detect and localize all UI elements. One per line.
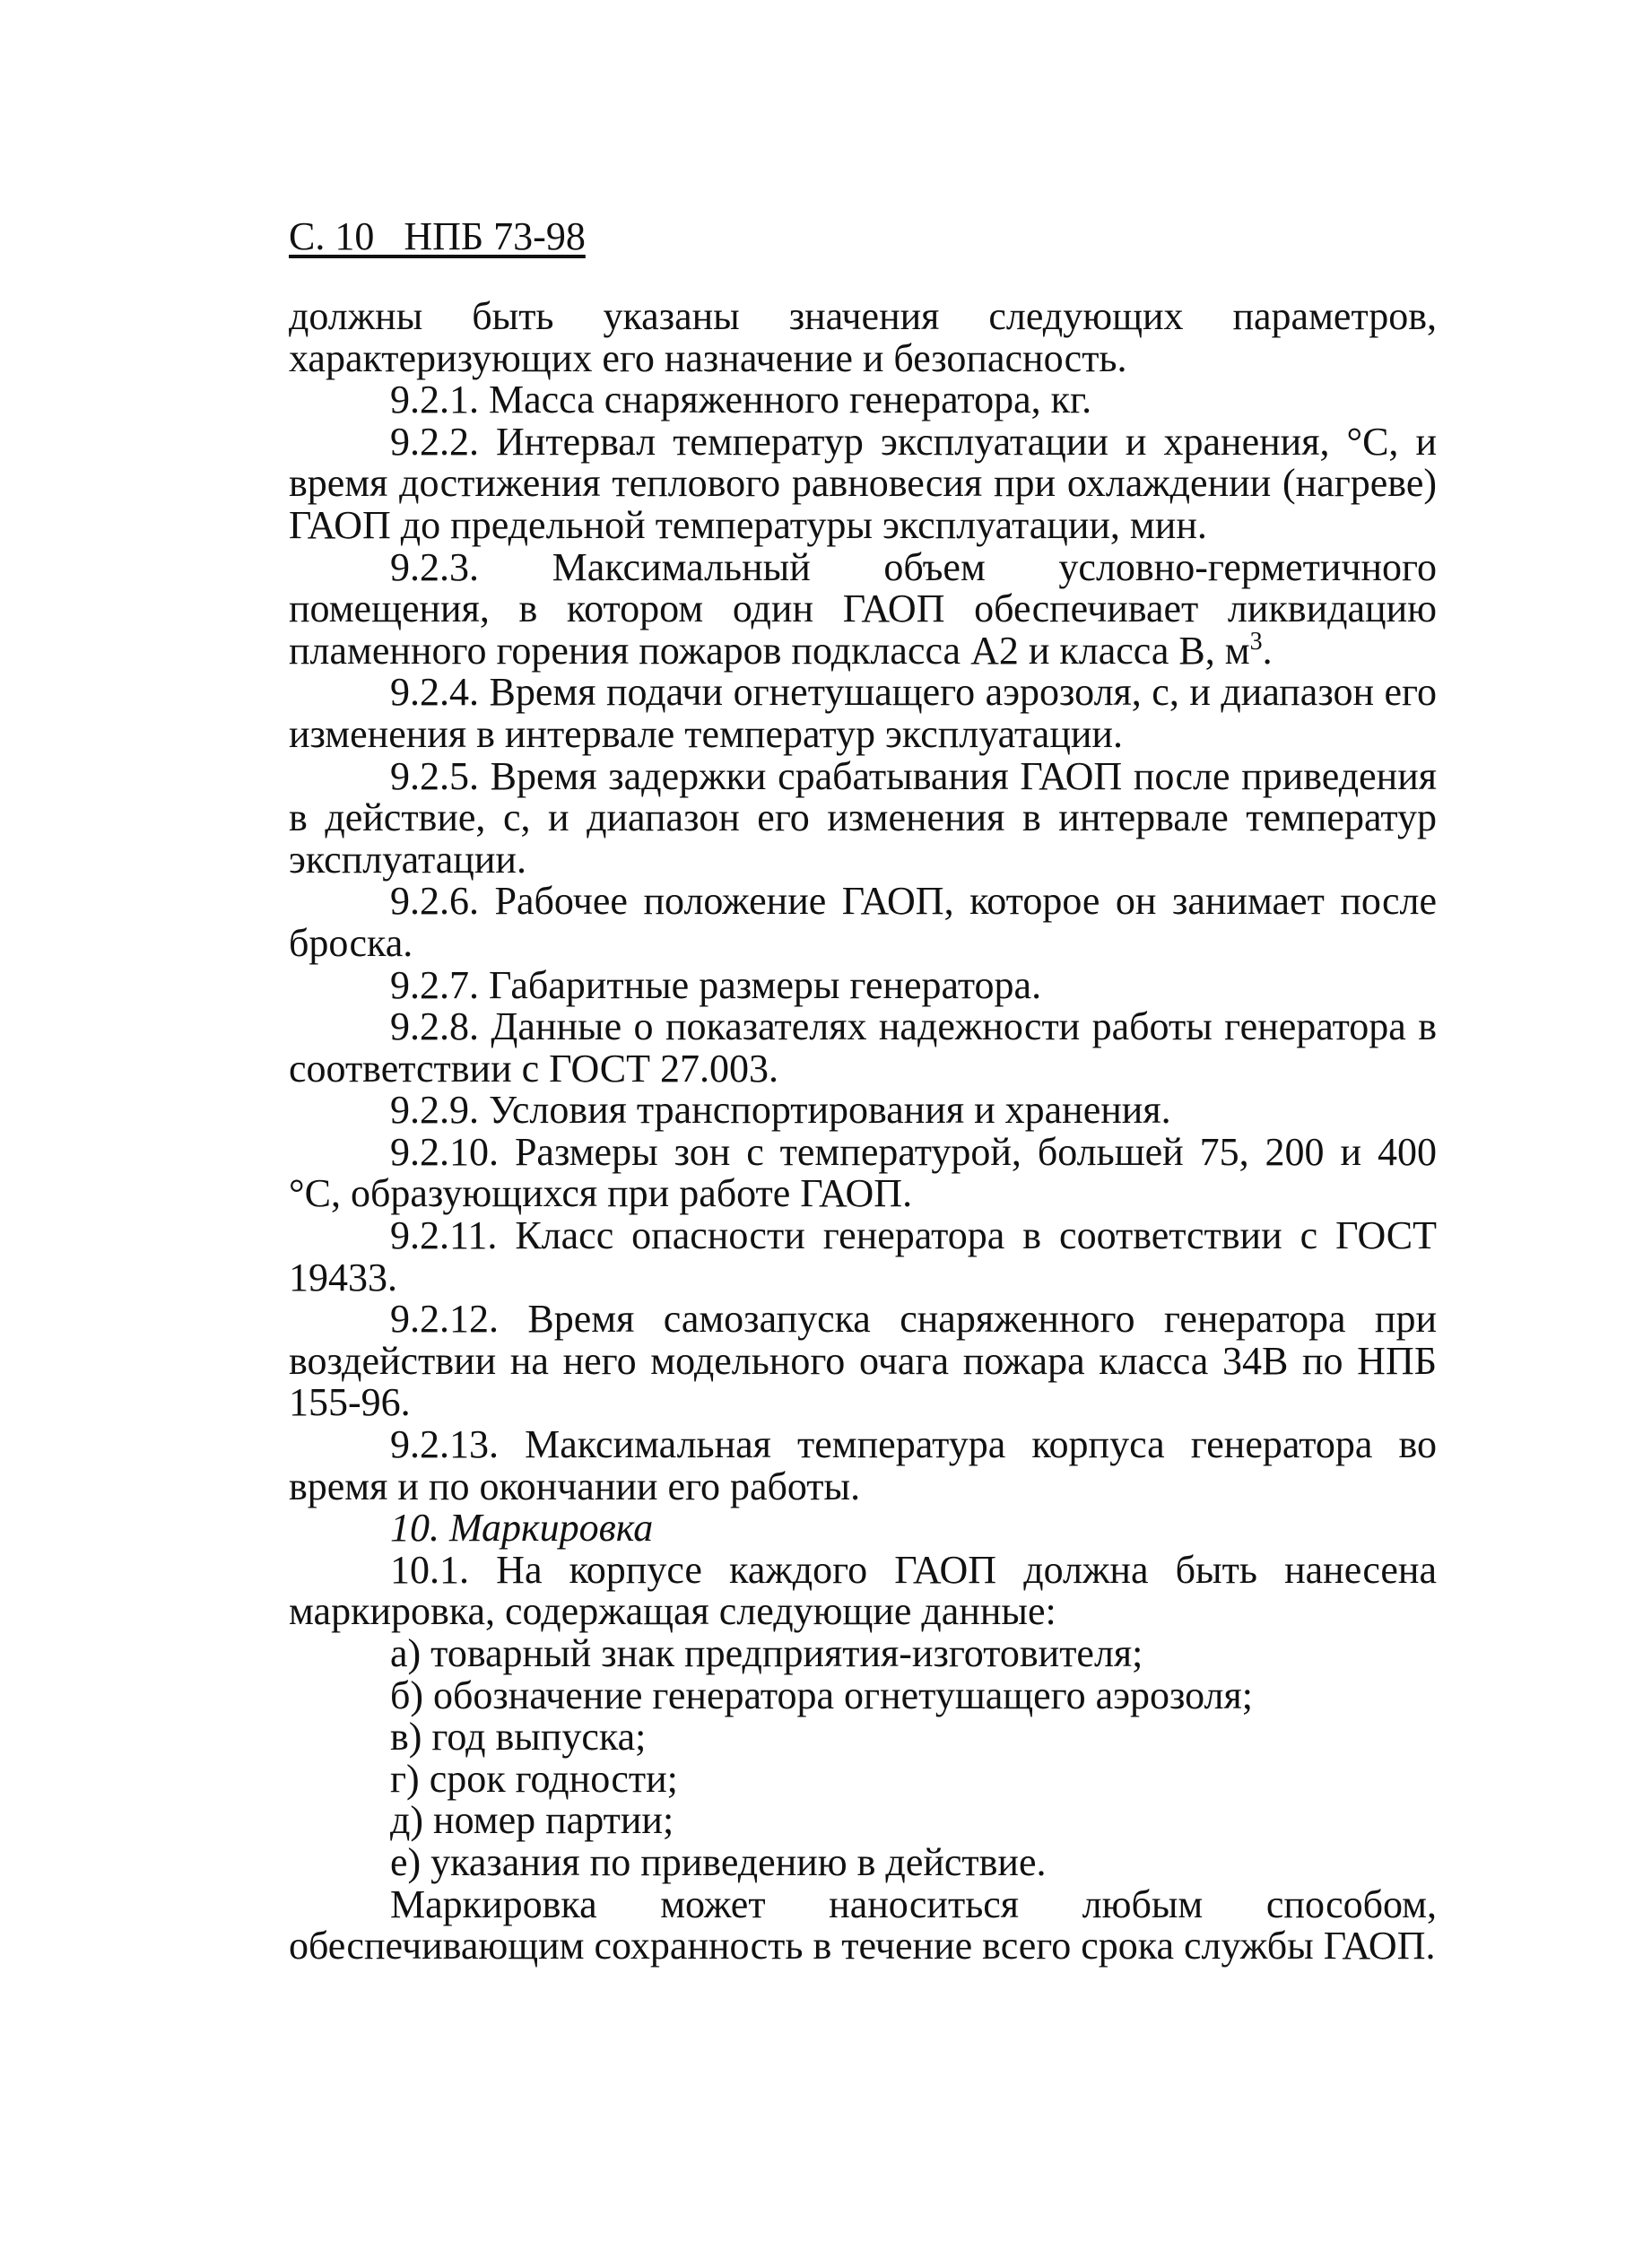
list-item: д) номер партии; xyxy=(390,1798,674,1843)
paragraph-9-2-12: 9.2.12. Время самозапуска снаряженного генератора при воздействии на него модельного очага пожара класса 34В по НПБ 155-96. xyxy=(289,1297,1437,1425)
paragraph: должны быть указаны значения следующих параметров, характеризующих его назначение и безопасность. xyxy=(289,294,1437,380)
body-text xyxy=(289,296,1437,1968)
paragraph-9-2-3 xyxy=(289,544,1437,673)
list-item: б) обозначение генератора огнетушащего аэрозоля; xyxy=(390,1673,1253,1717)
paragraph-9-2-8: 9.2.8. Данные о показателях надежности работы генератора в соответствии с ГОСТ 27.003. xyxy=(289,1004,1437,1091)
list-item: а) товарный знак предприятия-изготовителя; xyxy=(390,1631,1143,1675)
list-item: г) срок годности; xyxy=(390,1756,678,1801)
section-heading: 10. Маркировка xyxy=(390,1506,654,1551)
paragraph-10-1: 10.1. На корпусе каждого ГАОП должна быть нанесена маркировка, содержащая следующие данные: xyxy=(289,1547,1437,1634)
list-item: в) год выпуска; xyxy=(390,1715,647,1760)
paragraph-9-2-13: 9.2.13. Максимальная температура корпуса генератора во время и по окончании его работы. xyxy=(289,1422,1437,1508)
paragraph-9-2-7: 9.2.7. Габаритные размеры генератора. xyxy=(390,962,1042,1007)
list-item: е) указания по приведению в действие. xyxy=(390,1839,1047,1884)
paragraph-9-2-4: 9.2.4. Время подачи огнетушащего аэрозоля, с, и диапазон его изменения в интервале температур эксплуатации. xyxy=(289,670,1437,756)
paragraph-9-2-3-text: 9.2.3. Максимальный объем условно-герметичного помещения, в котором один ГАОП обеспечивает ликвидацию пламенного горения пожаров подкласса А2 и класса В, м xyxy=(289,544,1437,673)
paragraph-9-2-1: 9.2.1. Масса снаряженного генератора, кг. xyxy=(390,378,1092,422)
paragraph-closing: Маркировка может наноситься любым способом, обеспечивающим сохранность в течение всего срока службы ГАОП. xyxy=(289,1881,1437,1968)
superscript: 3 xyxy=(1249,627,1263,656)
paragraph-9-2-6: 9.2.6. Рабочее положение ГАОП, которое он занимает после броска. xyxy=(289,879,1437,965)
paragraph-9-2-9: 9.2.9. Условия транспортирования и хранения. xyxy=(390,1088,1171,1133)
paragraph-9-2-10: 9.2.10. Размеры зон с температурой, большей 75, 200 и 400 °С, образующихся при работе ГАОП. xyxy=(289,1129,1437,1216)
paragraph-9-2-11: 9.2.11. Класс опасности генератора в соответствии с ГОСТ 19433. xyxy=(289,1213,1437,1299)
paragraph-9-2-5: 9.2.5. Время задержки срабатывания ГАОП после приведения в действие, с, и диапазон его изменения в интервале температур эксплуатации. xyxy=(289,753,1437,882)
paragraph-9-2-2: 9.2.2. Интервал температур эксплуатации и хранения, °С, и время достижения теплового равновесия при охлаждении (нагреве) ГАОП до предельной температуры эксплуатации, мин. xyxy=(289,419,1437,547)
paragraph-9-2-3-end: . xyxy=(1262,628,1273,673)
page-header: С. 10 НПБ 73-98 xyxy=(289,214,586,258)
